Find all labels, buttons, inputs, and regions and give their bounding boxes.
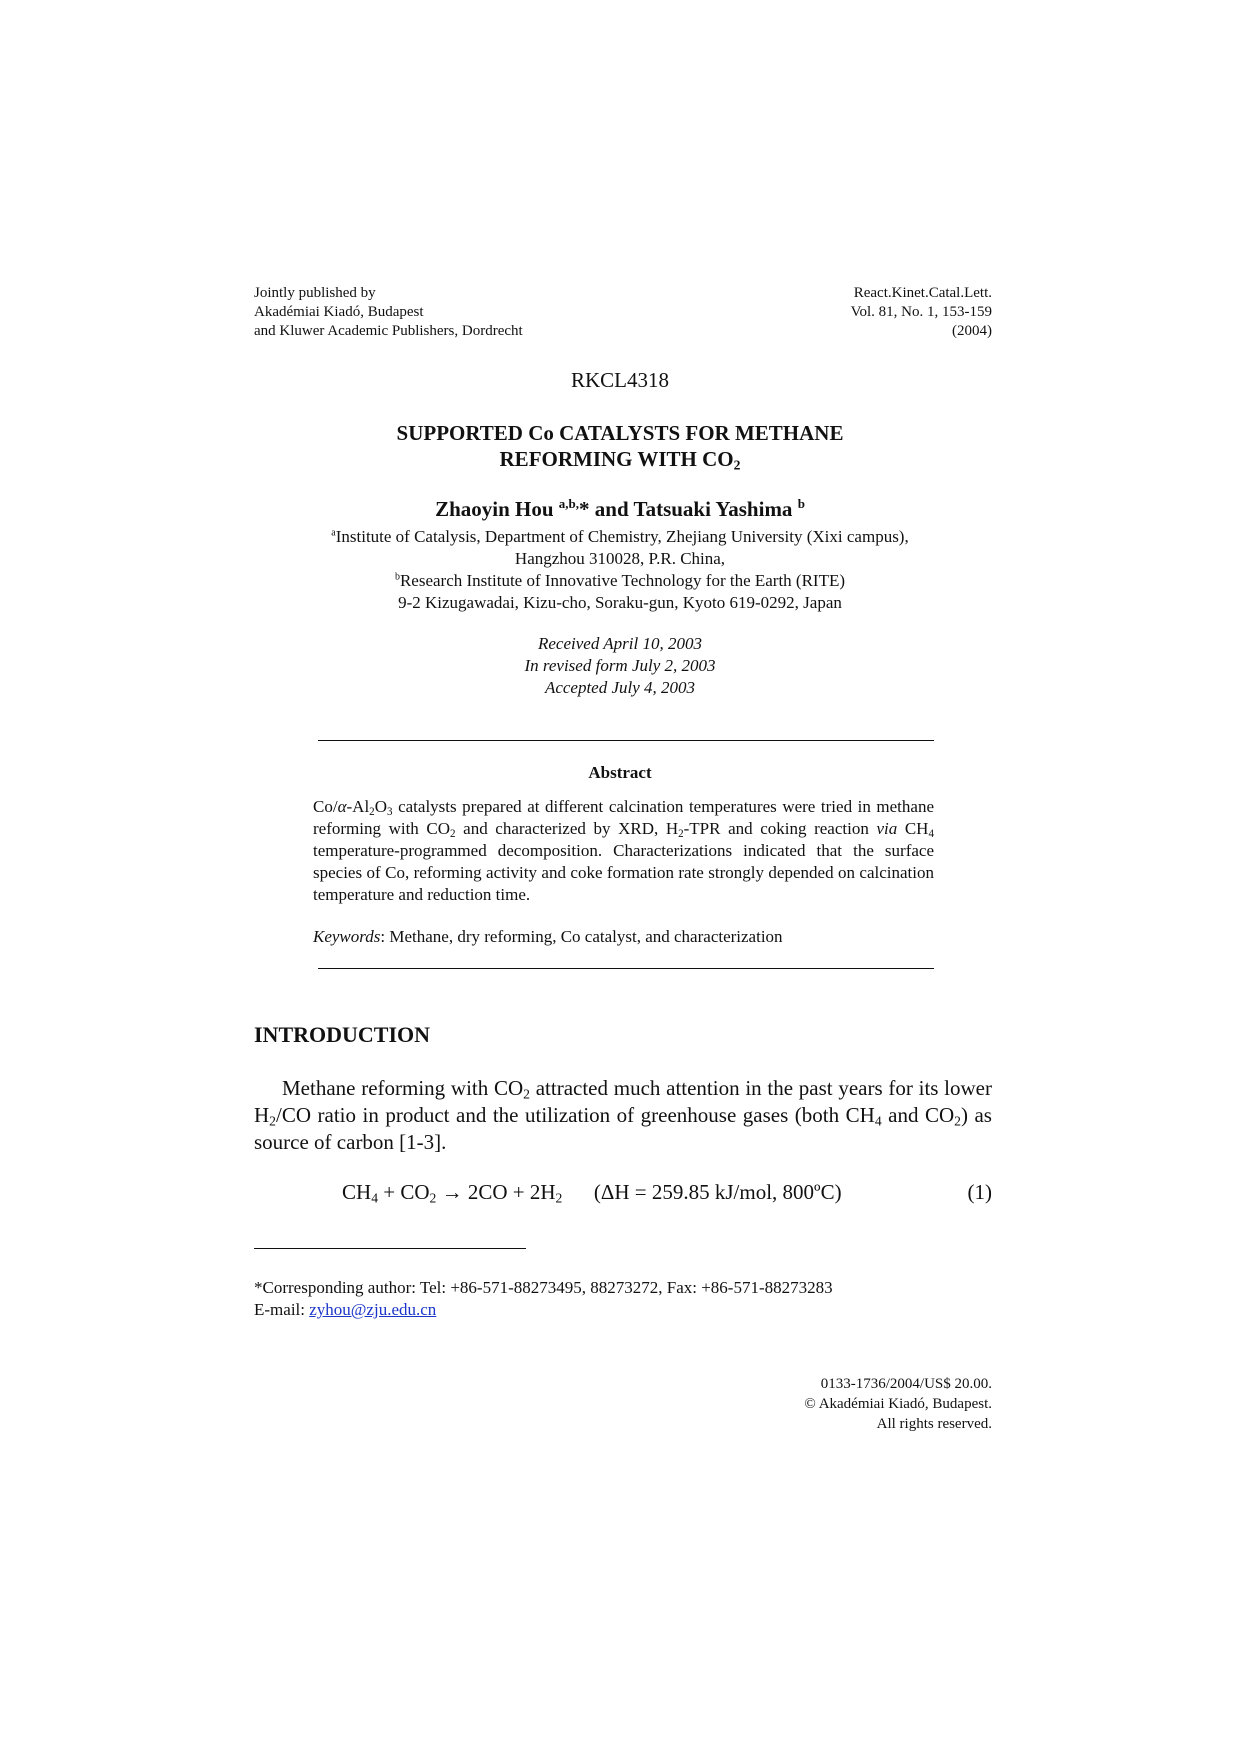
abstract-text: CH: [897, 819, 929, 838]
title-line-1: SUPPORTED Co CATALYSTS FOR METHANE: [396, 421, 844, 445]
paper-title: [0, 420, 1240, 472]
journal-info: [851, 284, 992, 341]
journal-line: Vol. 81, No. 1, 153-159: [850, 304, 992, 320]
equation-1: [342, 1180, 842, 1205]
publisher-line: Akadémiai Kiadó, Budapest: [254, 304, 424, 320]
journal-line: (2004): [952, 323, 992, 339]
equation-number: (1): [967, 1180, 992, 1204]
footnote-contact: *Corresponding author: Tel: +86-571-88273495, 88273272, Fax: +86-571-88273283: [254, 1278, 833, 1297]
intro-subscript: 4: [874, 1113, 882, 1129]
affiliation-a-line-2: Hangzhou 310028, P.R. China,: [514, 549, 726, 568]
revised-date: In revised form July 2, 2003: [524, 656, 716, 675]
equation-subscript: 2: [429, 1190, 437, 1206]
author-2: and Tatsuaki Yashima: [589, 497, 798, 521]
copyright-line: All rights reserved.: [876, 1416, 992, 1432]
title-line-2: [0, 446, 1240, 472]
affiliation-a-line-1: [0, 526, 1240, 548]
intro-subscript: 2: [269, 1113, 276, 1129]
abstract-bottom-divider: [318, 968, 934, 969]
abstract-text: and characterized by XRD, H: [455, 819, 679, 838]
email-label: E-mail:: [254, 1300, 310, 1319]
accepted-date: Accepted July 4, 2003: [544, 678, 696, 697]
affiliation-mark: b: [394, 571, 400, 583]
corresponding-author-footnote: [254, 1277, 833, 1321]
abstract-text: via: [876, 819, 898, 838]
abstract-text: -TPR and coking reaction: [683, 819, 877, 838]
abstract-text: catalysts prepared at different calcination temperatures were tried in methane reforming with CO: [313, 797, 934, 838]
abstract-subscript: 4: [928, 827, 934, 840]
intro-text: /CO ratio in product and the utilization of greenhouse gases (both CH: [276, 1103, 875, 1127]
keywords-text: : Methane, dry reforming, Co catalyst, and characterization: [380, 927, 783, 946]
authors: [0, 497, 1240, 522]
article-code: RKCL4318: [570, 368, 669, 392]
equation-text: + CO: [378, 1180, 430, 1204]
footnote-divider: [254, 1248, 526, 1249]
affiliation-mark: a: [331, 527, 336, 539]
corresponding-star: *: [579, 497, 590, 521]
equation-text: (ΔH = 259.85 kJ/mol, 800ºC): [562, 1180, 842, 1204]
affiliations: [0, 526, 1240, 614]
equation-text: → 2CO + 2H: [436, 1180, 556, 1204]
author-1: Zhaoyin Hou: [435, 497, 554, 521]
introduction-heading: INTRODUCTION: [254, 1022, 431, 1047]
publisher-info: [254, 284, 523, 341]
article-dates: [0, 633, 1240, 699]
abstract-top-divider: [318, 740, 934, 741]
publisher-line: and Kluwer Academic Publishers, Dordrecht: [254, 323, 523, 339]
affiliation-b-line-2: 9-2 Kizugawadai, Kizu-cho, Soraku-gun, Kyoto 619-0292, Japan: [398, 593, 842, 612]
author-2-affiliation-mark: b: [797, 496, 805, 511]
equation-subscript: 2: [555, 1190, 563, 1206]
received-date: Received April 10, 2003: [538, 634, 702, 653]
affiliation-text: Research Institute of Innovative Technology for the Earth (RITE): [399, 571, 846, 590]
intro-text: Methane reforming with CO: [282, 1076, 524, 1100]
publisher-line: Jointly published by: [254, 285, 376, 301]
email-link[interactable]: zyhou@zju.edu.cn: [309, 1300, 437, 1319]
keywords: [313, 926, 934, 948]
abstract-subscript: 3: [386, 805, 393, 818]
intro-text: ) as source of carbon [1-3].: [254, 1103, 992, 1154]
journal-line: React.Kinet.Catal.Lett.: [853, 285, 992, 301]
abstract-text: temperature-programmed decomposition. Characterizations indicated that the surface species of Co, reforming activity and coke formation rate strongly depended on calcination temperature and reduction time.: [313, 841, 934, 904]
abstract-text: α: [337, 797, 347, 816]
intro-text: and CO: [881, 1103, 955, 1127]
abstract-text: Co/: [313, 797, 338, 816]
affiliation-text: Institute of Catalysis, Department of Chemistry, Zhejiang University (Xixi campus),: [335, 527, 909, 546]
keywords-label: Keywords: [313, 927, 381, 946]
introduction-paragraph: [254, 1075, 992, 1156]
copyright-line: © Akadémiai Kiadó, Budapest.: [804, 1396, 992, 1412]
abstract-subscript: 2: [678, 827, 684, 840]
title-text: REFORMING WITH CO: [499, 447, 734, 471]
equation-subscript: 4: [371, 1190, 379, 1206]
equation-text: CH: [342, 1180, 372, 1204]
intro-subscript: 2: [954, 1113, 961, 1129]
abstract-subscript: 2: [369, 805, 375, 818]
abstract-text: O: [374, 797, 387, 816]
copyright-line: 0133-1736/2004/US$ 20.00.: [820, 1376, 992, 1392]
abstract-subscript: 2: [450, 827, 456, 840]
intro-text: attracted much attention in the past years for its lower H: [254, 1076, 992, 1127]
footnote-email-line: [254, 1299, 833, 1321]
intro-subscript: 2: [523, 1086, 530, 1102]
abstract-body: [313, 796, 934, 906]
abstract-text: -Al: [346, 797, 370, 816]
abstract-heading: Abstract: [588, 763, 652, 782]
copyright-notice: [804, 1374, 992, 1434]
author-1-affiliation-marks: a,b,: [558, 496, 580, 511]
title-subscript: 2: [733, 457, 741, 473]
affiliation-b-line-1: [0, 570, 1240, 592]
